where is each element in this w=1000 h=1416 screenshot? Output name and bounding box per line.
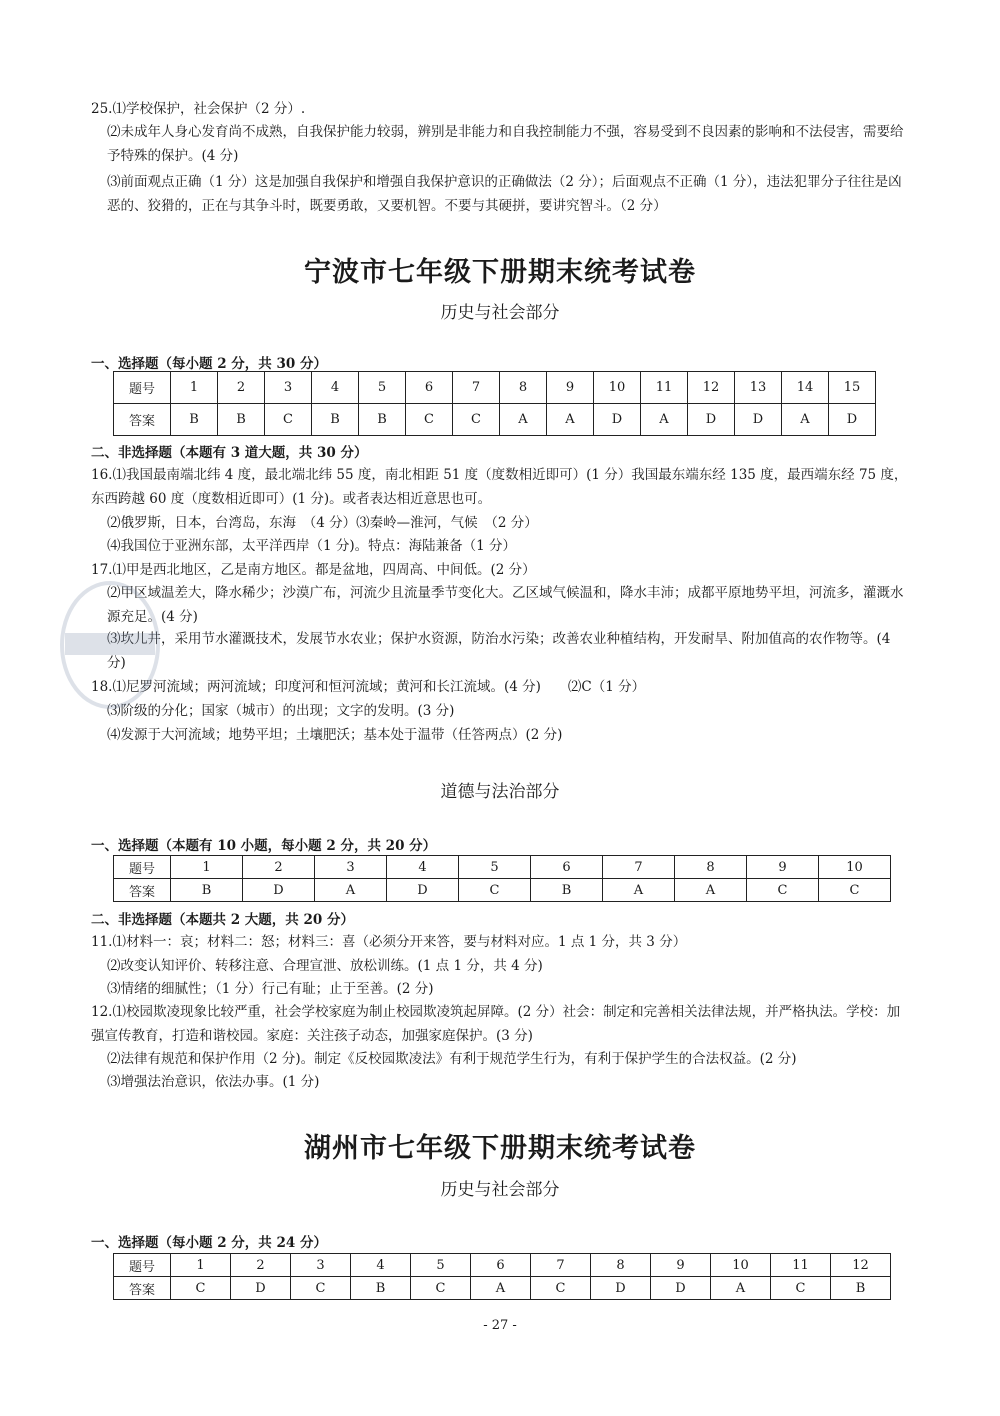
row-label-answer: 答案: [114, 1277, 171, 1300]
q25-part1: 25.⑴学校保护，社会保护（2 分）.: [91, 101, 306, 117]
question-number-cell: 3: [315, 856, 387, 879]
question-number-cell: 2: [218, 372, 265, 404]
question-number-cell: 10: [594, 372, 641, 404]
question-number-cell: 8: [675, 856, 747, 879]
table-row-question-numbers: [114, 856, 891, 879]
question-number-cell: 7: [531, 1254, 591, 1277]
q12-part3: ⑶增强法治意识，依法办事。(1 分): [107, 1074, 320, 1090]
answer-cell: C: [819, 879, 891, 902]
row-label-answer: 答案: [114, 404, 171, 436]
ningbo-history-mc-heading: 一、选择题（每小题 2 分，共 30 分）: [91, 356, 327, 372]
answer-cell: A: [641, 404, 688, 436]
answer-cell: C: [406, 404, 453, 436]
question-number-cell: 1: [171, 372, 218, 404]
answer-cell: C: [771, 1277, 831, 1300]
table-row-question-numbers: [114, 372, 876, 404]
question-number-cell: 15: [829, 372, 876, 404]
answer-cell: B: [831, 1277, 891, 1300]
answer-cell: A: [603, 879, 675, 902]
q18-part4: ⑷发源于大河流域；地势平坦；土壤肥沃；基本处于温带（任答两点）(2 分): [107, 727, 563, 743]
answer-cell: C: [459, 879, 531, 902]
answer-cell: A: [782, 404, 829, 436]
q17-part1: 17.⑴甲是西北地区，乙是南方地区。都是盆地，四周高、中间低。(2 分）: [91, 562, 536, 578]
question-number-cell: 6: [531, 856, 603, 879]
ningbo-morality-subtitle: 道德与法治部分: [440, 782, 560, 802]
ningbo-morality-answer-table: [113, 855, 891, 902]
question-number-cell: 13: [735, 372, 782, 404]
row-label-answer: 答案: [114, 879, 171, 902]
question-number-cell: 8: [591, 1254, 651, 1277]
question-number-cell: 5: [459, 856, 531, 879]
table-row-answers: [114, 1277, 891, 1300]
question-number-cell: 5: [359, 372, 406, 404]
question-number-cell: 14: [782, 372, 829, 404]
table-row-question-numbers: [114, 1254, 891, 1277]
q18-part1: 18.⑴尼罗河流域；两河流域；印度河和恒河流域；黄河和长江流域。(4 分) ⑵C（1 分）: [91, 679, 646, 695]
answer-cell: D: [231, 1277, 291, 1300]
answer-cell: B: [531, 879, 603, 902]
answer-cell: C: [747, 879, 819, 902]
question-number-cell: 3: [291, 1254, 351, 1277]
question-number-cell: 2: [243, 856, 315, 879]
huzhou-history-answer-table: [113, 1253, 891, 1300]
question-number-cell: 9: [747, 856, 819, 879]
q11-part3: ⑶情绪的细腻性；（1 分）行己有耻；止于至善。(2 分): [107, 981, 434, 997]
stamp-band: [65, 633, 155, 655]
answer-cell: A: [711, 1277, 771, 1300]
answer-cell: D: [735, 404, 782, 436]
ningbo-exam-title: 宁波市七年级下册期末统考试卷: [304, 257, 696, 288]
answer-cell: A: [471, 1277, 531, 1300]
ningbo-history-subtitle: 历史与社会部分: [440, 303, 560, 323]
answer-cell: C: [453, 404, 500, 436]
question-number-cell: 11: [771, 1254, 831, 1277]
answer-cell: C: [531, 1277, 591, 1300]
q16-part2: ⑵俄罗斯，日本，台湾岛，东海 （4 分）⑶秦岭—淮河，气候 （2 分）: [107, 515, 538, 531]
question-number-cell: 9: [651, 1254, 711, 1277]
row-label-question: 题号: [114, 1254, 171, 1277]
answer-cell: B: [171, 404, 218, 436]
question-number-cell: 3: [265, 372, 312, 404]
q12-part1: 12.⑴校园欺凌现象比较严重，社会学校家庭为制止校园欺凌筑起屏障。(2 分）社会：制定和完善相关法律法规，并严格执法。学校：加强宣传教育，打造和谐校园。家庭：关注孩子动态，加强家庭保护。(3 分): [91, 1004, 901, 1044]
ningbo-morality-mc-heading: 一、选择题（本题有 10 小题，每小题 2 分，共 20 分）: [91, 838, 437, 854]
answer-cell: D: [688, 404, 735, 436]
answer-cell: C: [171, 1277, 231, 1300]
row-label-question: 题号: [114, 856, 171, 879]
q17-part2: ⑵甲区域温差大，降水稀少；沙漠广布，河流少且流量季节变化大。乙区域气候温和，降水丰沛；成都平原地势平坦，河流多，灌溉水源充足。(4 分): [107, 585, 904, 625]
answer-cell: D: [829, 404, 876, 436]
question-number-cell: 9: [547, 372, 594, 404]
question-number-cell: 5: [411, 1254, 471, 1277]
answer-cell: A: [500, 404, 547, 436]
huzhou-exam-title: 湖州市七年级下册期末统考试卷: [304, 1133, 696, 1164]
row-label-question: 题号: [114, 372, 171, 404]
answer-cell: A: [675, 879, 747, 902]
answer-cell: B: [312, 404, 359, 436]
question-number-cell: 4: [387, 856, 459, 879]
answer-cell: C: [291, 1277, 351, 1300]
question-number-cell: 4: [312, 372, 359, 404]
watermark-stamp: [55, 575, 165, 715]
question-number-cell: 11: [641, 372, 688, 404]
answer-cell: D: [651, 1277, 711, 1300]
question-number-cell: 1: [171, 856, 243, 879]
q25-part2: ⑵未成年人身心发育尚不成熟，自我保护能力较弱，辨别是非能力和自我控制能力不强，容易受到不良因素的影响和不法侵害，需要给予特殊的保护。(4 分): [107, 124, 904, 164]
q11-part1: 11.⑴材料一：哀；材料二：怒；材料三：喜（必须分开来答，要与材料对应。1 点 1 分，共 3 分）: [91, 934, 687, 950]
question-number-cell: 12: [831, 1254, 891, 1277]
question-number-cell: 1: [171, 1254, 231, 1277]
answer-cell: B: [171, 879, 243, 902]
answer-cell: B: [218, 404, 265, 436]
question-number-cell: 6: [471, 1254, 531, 1277]
question-number-cell: 8: [500, 372, 547, 404]
table-row-answers: [114, 879, 891, 902]
ningbo-history-open-heading: 二、非选择题（本题有 3 道大题，共 30 分）: [91, 445, 368, 461]
question-number-cell: 4: [351, 1254, 411, 1277]
question-number-cell: 7: [603, 856, 675, 879]
question-number-cell: 10: [819, 856, 891, 879]
huzhou-history-subtitle: 历史与社会部分: [440, 1180, 560, 1200]
answer-cell: D: [243, 879, 315, 902]
answer-cell: C: [265, 404, 312, 436]
answer-cell: D: [591, 1277, 651, 1300]
q16-part3: ⑷我国位于亚洲东部，太平洋西岸（1 分)。特点：海陆兼备（1 分）: [107, 538, 517, 554]
answer-cell: A: [547, 404, 594, 436]
table-row-answers: [114, 404, 876, 436]
question-number-cell: 2: [231, 1254, 291, 1277]
answer-cell: D: [387, 879, 459, 902]
question-number-cell: 12: [688, 372, 735, 404]
question-number-cell: 7: [453, 372, 500, 404]
ningbo-morality-open-heading: 二、非选择题（本题共 2 大题，共 20 分）: [91, 912, 354, 928]
answer-cell: C: [411, 1277, 471, 1300]
question-number-cell: 6: [406, 372, 453, 404]
q12-part2: ⑵法律有规范和保护作用（2 分)。制定《反校园欺凌法》有利于规范学生行为，有利于保护学生的合法权益。(2 分): [107, 1051, 797, 1067]
answer-cell: A: [315, 879, 387, 902]
q16-part1: [91, 463, 911, 511]
q17-part3: ⑶坎儿井，采用节水灌溉技术，发展节水农业；保护水资源，防治水污染；改善农业种植结构，开发耐旱、附加值高的农作物等。(4 分): [107, 631, 891, 671]
q16-part1-text: 16.⑴我国最南端北纬 4 度，最北端北纬 55 度，南北相距 51 度（度数相近即可）(1 分）我国最东端东经 135 度，最西端东经 75 度，东西跨越 60 度（度数相近即可）(1 分)。或者表达相近意思也可。: [91, 467, 908, 507]
answer-cell: B: [351, 1277, 411, 1300]
page-number: - 27 -: [483, 1318, 517, 1333]
q18-part3: ⑶阶级的分化；国家（城市）的出现；文字的发明。(3 分): [107, 703, 455, 719]
ningbo-history-answer-table: [113, 371, 876, 436]
question-number-cell: 10: [711, 1254, 771, 1277]
q11-part2: ⑵改变认知评价、转移注意、合理宣泄、放松训练。(1 点 1 分，共 4 分): [107, 958, 543, 974]
answer-cell: B: [359, 404, 406, 436]
q25-part3: ⑶前面观点正确（1 分）这是加强自我保护和增强自我保护意识的正确做法（2 分）；后面观点不正确（1 分），违法犯罪分子往往是凶恶的、狡猾的，正在与其争斗时，既要勇敢，又要机智。不要与其硬拼，要讲究智斗。（2 分）: [107, 174, 902, 214]
huzhou-history-mc-heading: 一、选择题（每小题 2 分，共 24 分）: [91, 1235, 327, 1251]
answer-cell: D: [594, 404, 641, 436]
